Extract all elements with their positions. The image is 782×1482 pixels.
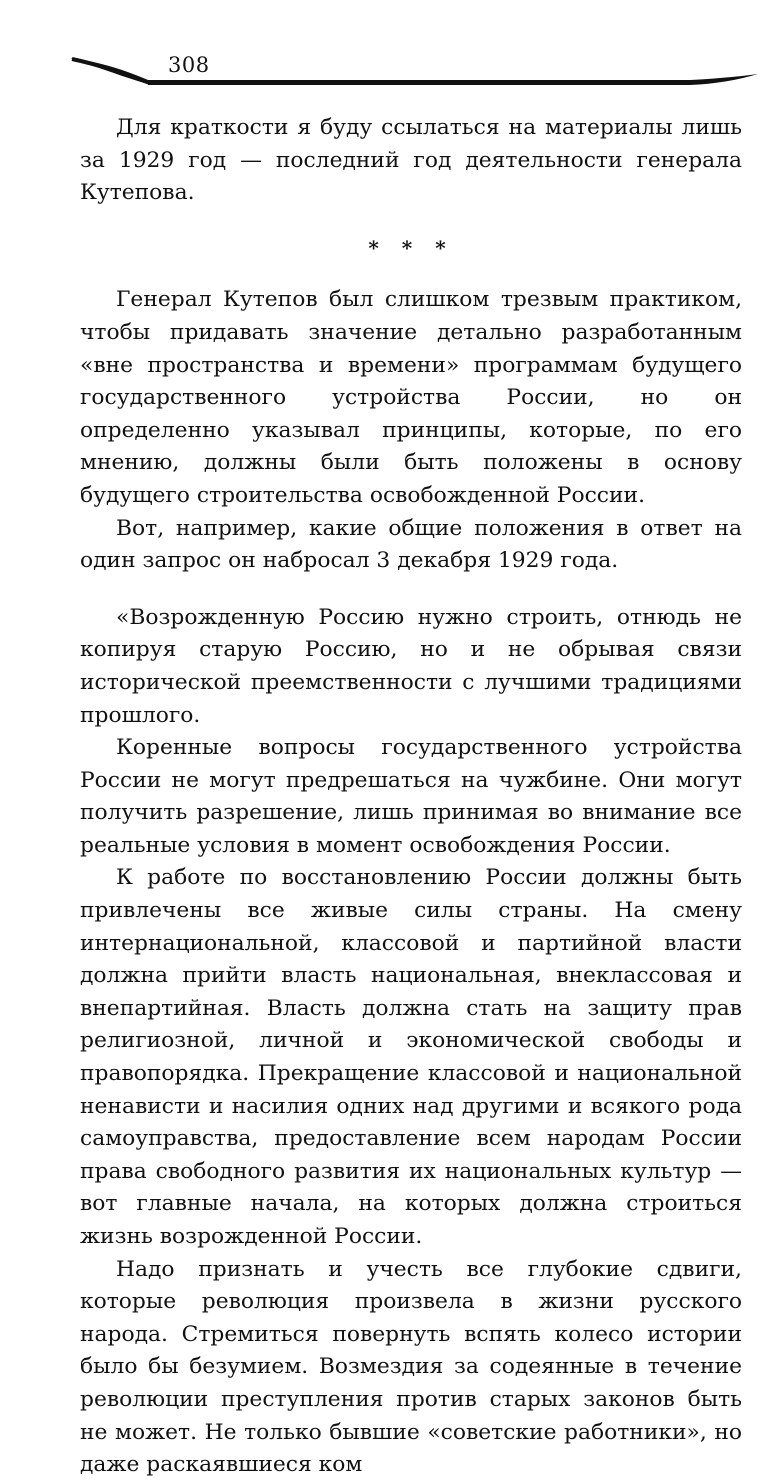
section-separator: * * *	[368, 235, 454, 260]
quote-paragraph: Надо признать и учесть все глубокие сдвиги, которые революция произвела в жизни русского народа. Стремиться повернуть вспять колесо истории было бы безумием. Возмездия за содеянные в течение революции преступления против старых законов быть не может. Не только бывшие «советские работники», но даже раскаявшиеся ком	[80, 1256, 742, 1478]
main-text	[80, 112, 742, 1482]
quote-paragraph: Коренные вопросы государственного устройства России не могут предрешаться на чужбине. Они могут получить разрешение, лишь принимая во внимание все реальные условия в момент освобождения России.	[80, 735, 742, 858]
paragraph: Вот, например, какие общие положения в ответ на один запрос он набросал 3 декабря 1929 года.	[80, 515, 742, 574]
intro-paragraph: Для краткости я буду ссылаться на материалы лишь за 1929 год — последний год деятельности генерала Кутепова.	[80, 115, 742, 206]
paragraph: Генерал Кутепов был слишком трезвым практиком, чтобы придавать значение детально разработанным «вне пространства и времени» программам будущего государственного устройства России, но он определенно указывал принципы, которые, по его мнению, должны были быть положены в основу будущего строительства освобожденной России.	[80, 287, 742, 508]
page-header	[70, 50, 760, 100]
quote-paragraph: К работе по восстановлению России должны быть привлечены все живые силы страны. На смену интернациональной, классовой и партийной власти должна прийти власть национальная, внеклассовая и внепартийная. Власть должна стать на защиту прав религиозной, личной и экономической свободы и правопорядка. Прекращение классовой и национальной ненависти и насилия одних над другими и всякого рода самоуправства, предоставление всем народам России права свободного развития их национальных культур — вот главные начала, на которых должна строиться жизнь возрожденной России.	[80, 865, 742, 1249]
page-number: 308	[168, 53, 210, 77]
quote-paragraph: «Возрожденную Россию нужно строить, отнюдь не копируя старую Россию, но и не обрывая связи исторической преемственности с лучшими традициями прошлого.	[80, 604, 742, 728]
